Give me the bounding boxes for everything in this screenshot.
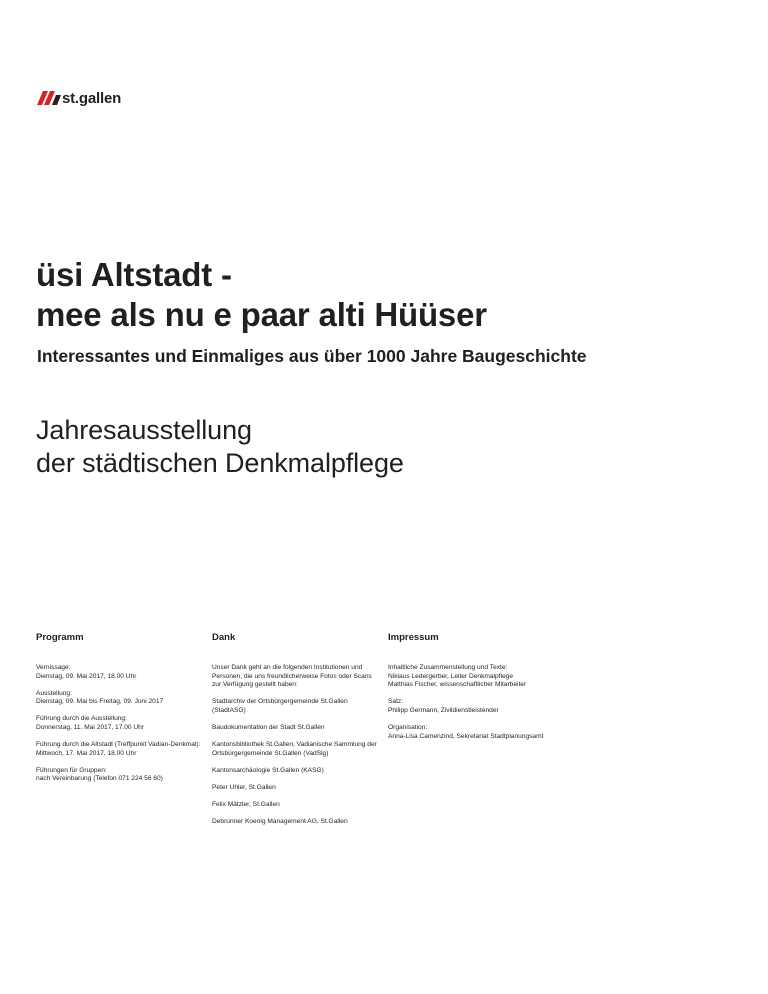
dank-entry-baudokumentation [212, 724, 384, 733]
entry-line: Philipp Germann, Zivildienstleistender [388, 706, 499, 714]
entry-line: Anna-Lisa Camenzind, Sekretariat Stadtplanungsamt [388, 732, 544, 740]
programm-entry-ausstellung [36, 690, 208, 707]
entry-line: Stadtarchiv der Ortsbürgergemeinde St.Gallen [212, 698, 348, 706]
exhibition-line-1: Jahresausstellung [36, 415, 252, 445]
entry-line: Unser Dank geht an die folgenden Institutionen und [212, 664, 363, 671]
entry-line: Matthias Fischer, wissenschaftlicher Mitarbeiter [388, 681, 527, 689]
entry-line: Vernissage: [36, 664, 71, 671]
entry-line: Führung durch die Altstadt (Treffpunkt Vadian-Denkmal): [36, 741, 201, 749]
entry-line: Donnerstag, 11. Mai 2017, 17.00 Uhr [36, 723, 145, 731]
st-gallen-logo-mark-icon [37, 91, 61, 105]
entry-line: Führung durch die Ausstellung: [36, 715, 127, 723]
exhibition-heading [36, 414, 404, 480]
entry-line: Personen, die uns freundlicherweise Fotos oder Scans [212, 672, 372, 680]
page-title [36, 255, 487, 335]
entry-line: Dienstag, 09. Mai 2017, 18.00 Uhr [36, 672, 137, 680]
dank-entry-uhler [212, 784, 384, 793]
impressum-heading: Impressum [388, 632, 439, 643]
entry-line: Dienstag, 09. Mai bis Freitag, 09. Juni 2017 [36, 698, 164, 706]
programm-entry-fuehrung-altstadt [36, 741, 208, 758]
entry-line: Kantonsarchäologie St.Gallen (KASG) [212, 766, 324, 774]
entry-line: Niklaus Ledergerber, Leiter Denkmalpflege [388, 672, 513, 680]
entry-line: Mittwoch, 17. Mai 2017, 18.00 Uhr [36, 749, 137, 757]
logo-stripe-3 [52, 95, 61, 105]
entry-line: Peter Uhler, St.Gallen [212, 783, 276, 791]
programm-entry-gruppen [36, 767, 208, 784]
logo-text: st.gallen [62, 89, 122, 107]
impressum-entry-texte [388, 664, 568, 690]
programm-column [36, 632, 208, 792]
impressum-entry-satz [388, 698, 568, 715]
page-subtitle: Interessantes und Einmaliges aus über 1000 Jahre Baugeschichte [37, 346, 587, 366]
entry-line: Organisation: [388, 723, 428, 731]
title-line-2: mee als nu e paar alti Hüüser [36, 296, 487, 333]
entry-line: zur Verfügung gestellt haben: [212, 681, 298, 689]
entry-line: Felix Mätzler, St.Gallen [212, 800, 280, 808]
dank-entry-kantonsbibliothek [212, 741, 384, 758]
programm-entry-fuehrung-ausstellung [36, 715, 208, 732]
dank-entry-debrunner [212, 818, 384, 827]
dank-entry-intro [212, 664, 384, 690]
entry-line: Ortsbürgergemeinde St.Gallen (VadSlg) [212, 749, 329, 757]
programm-heading: Programm [36, 632, 84, 643]
entry-line: Debrunner Koenig Management AG, St.Gallen [212, 818, 348, 826]
entry-line: Satz: [388, 698, 404, 706]
exhibition-line-2: der städtischen Denkmalpflege [36, 448, 404, 478]
entry-line: Baudokumentation der Stadt St.Gallen [212, 723, 325, 731]
entry-line: (StadtASG) [212, 706, 246, 714]
dank-heading: Dank [212, 632, 236, 643]
entry-line: nach Vereinbarung (Telefon 071 224 56 60) [36, 775, 163, 783]
dank-entry-maetzler [212, 801, 384, 810]
entry-line: Kantonsbibliothek St.Gallen, Vadianische Sammlung der [212, 741, 377, 749]
entry-line: Ausstellung: [36, 689, 72, 697]
dank-column [212, 632, 384, 835]
impressum-entry-organisation [388, 724, 568, 741]
dank-entry-kantonsarchaeologie [212, 767, 384, 776]
programm-entry-vernissage [36, 664, 208, 681]
dank-entry-stadtarchiv [212, 698, 384, 715]
st-gallen-logo [37, 89, 121, 107]
title-line-1: üsi Altstadt - [36, 256, 232, 293]
entry-line: Führungen für Gruppen: [36, 766, 107, 774]
entry-line: Inhaltliche Zusammenstellung und Texte: [388, 664, 508, 671]
impressum-column [388, 632, 568, 750]
